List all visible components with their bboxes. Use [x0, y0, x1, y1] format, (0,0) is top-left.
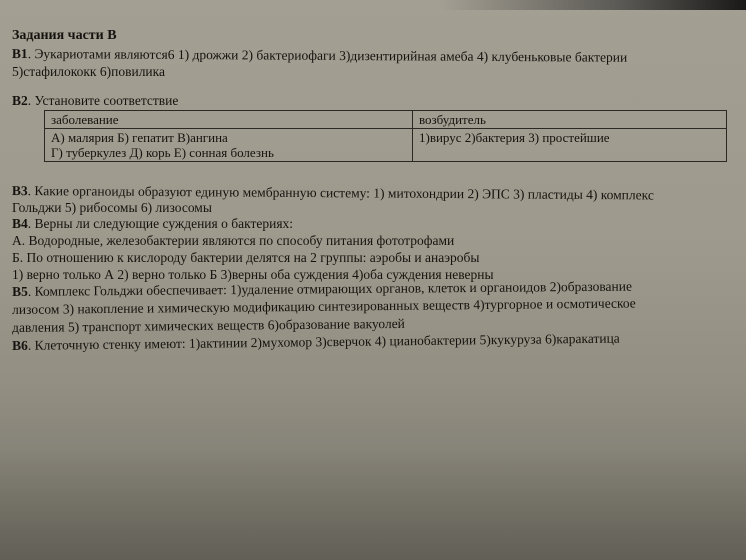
question-b6-line1: . Клеточную стенку имеют: 1)актинии 2)мухомор 3)сверчок 4) цианобактерии 5)кукуруза 6)каракатица	[27, 330, 620, 353]
question-b4-line4: 1) верно только А 2) верно только Б 3)верны оба суждения 4)оба суждения неверны	[12, 267, 494, 282]
question-b1	[12, 46, 627, 66]
table-header-agent: возбудитель	[413, 111, 727, 129]
section-heading: Задания части В	[12, 28, 117, 43]
question-b2-label: В2	[12, 93, 28, 108]
photo-shadow	[440, 0, 746, 10]
question-b4-line2: А. Водородные, железобактерии являются по способу питания фототрофами	[12, 233, 455, 248]
question-b4-line3: Б. По отношению к кислороду бактерии делятся на 2 группы: аэробы и анаэробы	[12, 250, 480, 265]
table-cell-diseases	[45, 129, 413, 162]
photo-shading	[0, 380, 746, 560]
question-b1-line1: . Эукариотами являются6 1) дрожжи 2) бактериофаги 3)дизентирийная амеба 4) клубеньковые бактерии	[27, 46, 628, 65]
question-b2-text: . Установите соответствие	[27, 93, 179, 108]
question-b4-line1: . Верны ли следующие суждения о бактериях:	[27, 216, 294, 231]
question-b1-line2: 5)стафилококк 6)повилика	[12, 64, 165, 79]
table-cell-line: Г) туберкулез Д) корь Е) сонная болезнь	[51, 145, 274, 160]
question-b4	[12, 216, 293, 232]
table-header-row	[45, 111, 727, 129]
question-b5-label: В5	[12, 283, 28, 299]
question-b3-line2: Гольджи 5) рибосомы 6) лизосомы	[12, 200, 212, 215]
question-b2	[12, 93, 178, 109]
question-b6-label: В6	[12, 337, 28, 353]
question-b3-line1: . Какие органоиды образуют единую мембранную систему: 1) митохондрии 2) ЭПС 3) пластиды 4) комплекс	[27, 183, 654, 203]
matching-table	[44, 110, 727, 162]
question-b5-line2: лизосом 3) накопление и химическую модификацию синтезированных веществ 4)тургорное и осмотическое	[12, 295, 636, 317]
table-row	[45, 129, 727, 162]
question-b5-line3: давления 5) транспорт химических веществ 6)образование вакуолей	[12, 315, 405, 335]
table-header-disease: заболевание	[45, 111, 413, 129]
question-b3-label: В3	[11, 183, 28, 199]
question-b5-line1: . Комплекс Гольджи обеспечивает: 1)удаление отмирающих органов, клеток и органоидов 2)образование	[27, 278, 633, 299]
table-cell-agents: 1)вирус 2)бактерия 3) простейшие	[413, 129, 727, 162]
question-b1-label: В1	[11, 46, 28, 62]
question-b4-label: В4	[12, 216, 28, 231]
table-cell-line: А) малярия Б) гепатит В)ангина	[51, 130, 228, 145]
